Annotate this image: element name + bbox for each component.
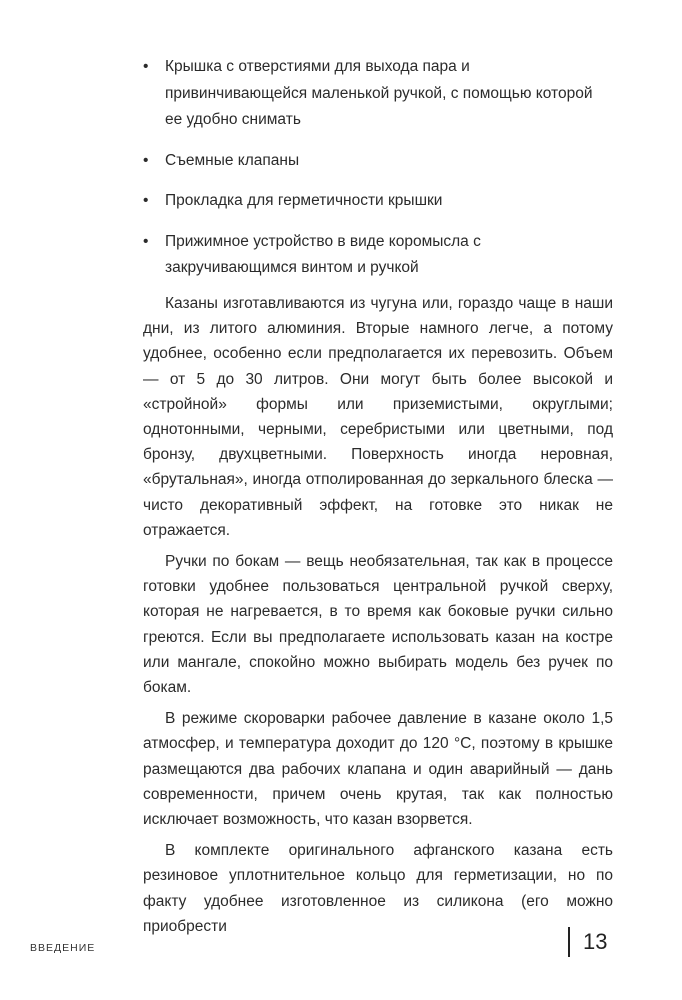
bullet-icon: •	[143, 58, 149, 75]
paragraph: Казаны изготавливаются из чугуна или, гораздо чаще в наши дни, из литого алюминия. Вторые намного легче, а потому удобнее, особенно если предполагается их перевозить. Объем — от 5 до 30 литров. Они могут быть более высокой и «стройной» формы или приземистыми, округлыми; однотонными, черными, серебристыми или цветными, под бронзу, двухцветными. Поверхность иногда неровная, «брутальная», иногда отполированная до зеркального блеска — чисто декоративный эффект, на готовке это никак не отражается.	[143, 295, 613, 539]
bullet-icon: •	[143, 151, 149, 169]
paragraph: В комплекте оригинального афганского казана есть резиновое уплотнительное кольцо для герметизации, но по факту удобнее изготовленное из силикона (его можно приобрести	[143, 842, 613, 935]
bullet-item	[143, 188, 613, 215]
bullet-text: Прижимное устройство в виде коромысла с закручивающимся винтом и ручкой	[165, 232, 481, 276]
bullet-list	[143, 54, 613, 296]
bullet-item	[143, 54, 613, 134]
bullet-icon: •	[143, 192, 149, 209]
page-number: 13	[583, 929, 608, 954]
bullet-item	[143, 148, 613, 175]
bullet-item	[143, 229, 613, 282]
paragraph: Ручки по бокам — вещь необязательная, так как в процессе готовки удобнее пользоваться центральной ручкой сверху, которая не нагревается, в то время как боковые ручки сильно греются. Если вы предполагаете использовать казан на костре или мангале, спокойно можно выбирать модель без ручек по бокам.	[143, 553, 613, 697]
bullet-text: Прокладка для герметичности крышки	[165, 192, 443, 209]
bullet-text: Крышка с отверстиями для выхода пара и привинчивающейся маленькой ручкой, с помощью которой ее удобно снимать	[165, 58, 593, 128]
bullet-icon: •	[143, 232, 149, 250]
paragraph: В режиме скороварки рабочее давление в казане около 1,5 атмосфер, и температура доходит до 120 °С, поэтому в крышке размещаются два рабочих клапана и один аварийный — дань современности, причем очень крутая, так как полностью исключает возможность, что казан взорвется.	[143, 710, 613, 829]
page-number-divider	[568, 927, 570, 957]
body-text	[143, 291, 613, 945]
section-label: ВВЕДЕНИЕ	[30, 942, 96, 954]
bullet-text: Съемные клапаны	[165, 151, 300, 169]
